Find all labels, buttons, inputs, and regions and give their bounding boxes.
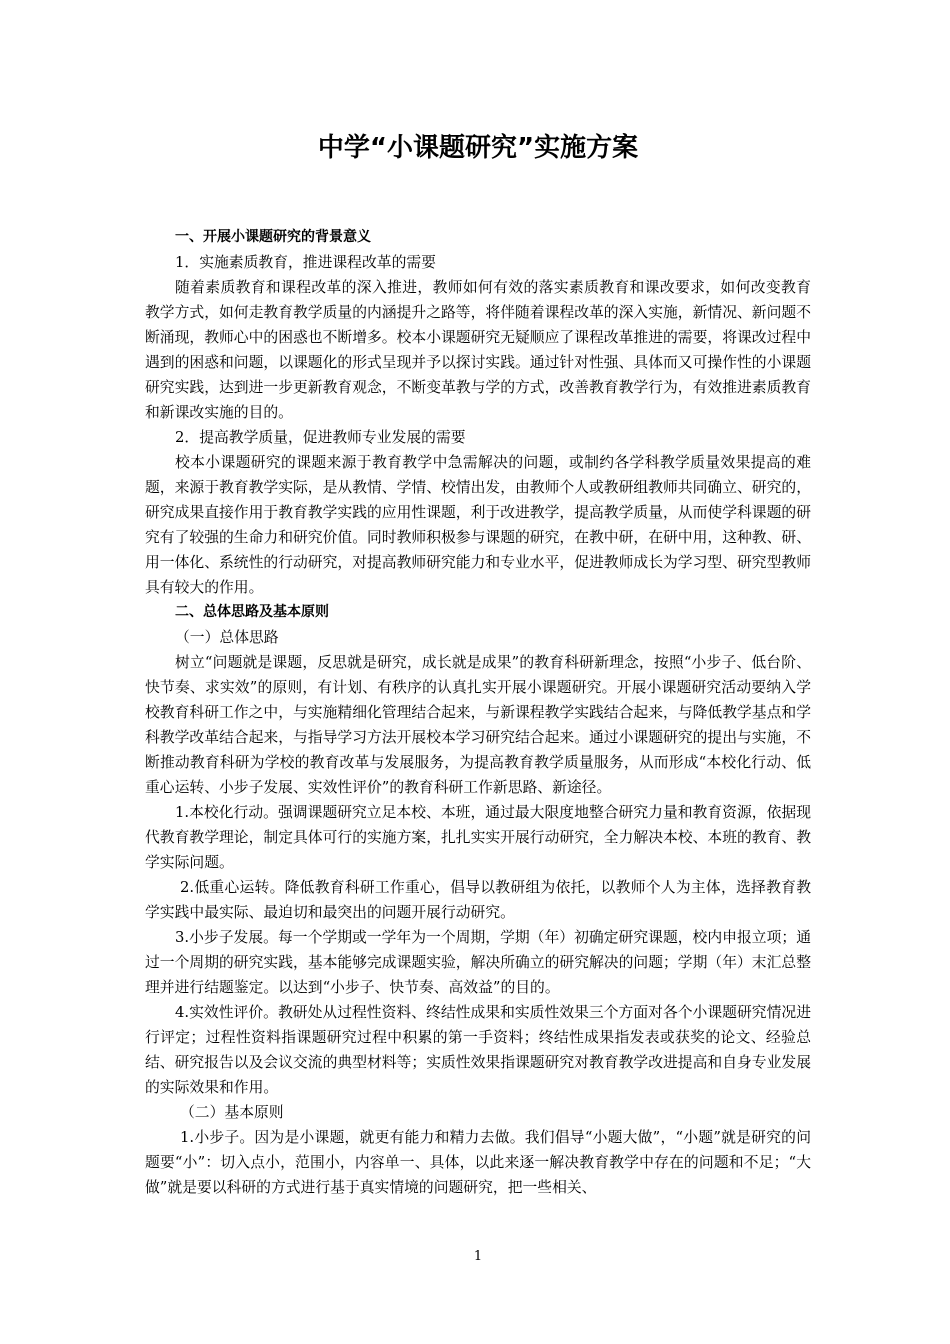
paragraph-1-1: 随着素质教育和课程改革的深入推进，教师如何有效的落实素质教育和课改要求，如何改变教育教学方式，如何走教育教学质量的内涵提升之路等，将伴随着课程改革的深入实施，新情况、新问题不断涌现，教师心中的困惑也不断增多。校本小课题研究无疑顺应了课程改革推进的需要，将课改过程中遇到的困惑和问题，以课题化的形式呈现并予以探讨实践。通过针对性强、具体而又可操作性的小课题研究实践，达到进一步更新教育观念，不断变革教与学的方式，改善教育教学行为，有效推进素质教育和新课改实施的目的。 (145, 279, 811, 421)
subsection-heading-2-1: （一）总体思路 (175, 629, 279, 646)
paragraph-2-1-2: 2.低重心运转。降低教育科研工作重心，倡导以教研组为依托，以教师个人为主体，选择教育教学实践中最实际、最迫切和最突出的问题开展行动研究。 (145, 879, 811, 921)
paragraph-2-1-4: 4.实效性评价。教研处从过程性资料、终结性成果和实质性效果三个方面对各个小课题研究情况进行评定；过程性资料指课题研究过程中积累的第一手资料；终结性成果指发表或获奖的论文、经验总结、研究报告以及会议交流的典型材料等；实质性效果指课题研究对教育教学改进提高和自身专业发展的实际效果和作用。 (145, 1004, 811, 1096)
paragraph-2-1: 树立“问题就是课题，反思就是研究，成长就是成果”的教育科研新理念，按照“小步子、低台阶、快节奏、求实效”的原则，有计划、有秩序的认真扎实开展小课题研究。开展小课题研究活动要纳入学校教育科研工作之中，与实施精细化管理结合起来，与新课程教学实践结合起来，与降低教学基点和学科教学改革结合起来，与指导学习方法开展校本学习研究结合起来。通过小课题研究的提出与实施，不断推动教育科研为学校的教育改革与发展服务，为提高教育教学质量服务，从而形成“本校化行动、低重心运转、小步子发展、实效性评价”的教育科研工作新思路、新途径。 (145, 654, 811, 796)
paragraph-2-2-1: 1.小步子。因为是小课题，就更有能力和精力去做。我们倡导“小题大做”，“小题”就是研究的问题要“小”：切入点小，范围小，内容单一、具体，以此来逐一解决教育教学中存在的问题和不足；“大做”就是要以科研的方式进行基于真实情境的问题研究，把一些相关、 (145, 1129, 811, 1196)
subsection-heading-1-1: 1．实施素质教育，推进课程改革的需要 (175, 254, 436, 271)
section-heading-2: 二、总体思路及基本原则 (175, 604, 329, 620)
document-body (145, 225, 811, 1200)
subsection-heading-2-2: （二）基本原则 (180, 1104, 284, 1121)
document-page (145, 0, 811, 1344)
section-heading-1: 一、开展小课题研究的背景意义 (175, 229, 371, 245)
document-title: 中学“小课题研究”实施方案 (317, 133, 639, 163)
paragraph-2-1-1: 1.本校化行动。强调课题研究立足本校、本班，通过最大限度地整合研究力量和教育资源，依据现代教育教学理论，制定具体可行的实施方案，扎扎实实开展行动研究，全力解决本校、本班的教育、教学实际问题。 (145, 804, 811, 871)
paragraph-1-2: 校本小课题研究的课题来源于教育教学中急需解决的问题，或制约各学科教学质量效果提高的难题，来源于教育教学实际，是从教情、学情、校情出发，由教师个人或教研组教师共同确立、研究的，研究成果直接作用于教育教学实践的应用性课题，利于改进教学，提高教学质量，从而使学科课题的研究有了较强的生命力和研究价值。同时教师积极参与课题的研究，在教中研，在研中用，这种教、研、用一体化、系统性的行动研究，对提高教师研究能力和专业水平，促进教师成长为学习型、研究型教师具有较大的作用。 (145, 454, 811, 596)
paragraph-2-1-3: 3.小步子发展。每一个学期或一学年为一个周期，学期（年）初确定研究课题，校内申报立项；通过一个周期的研究实践，基本能够完成课题实验，解决所确立的研究解决的问题；学期（年）末汇总整理并进行结题鉴定。以达到“小步子、快节奏、高效益”的目的。 (145, 929, 811, 996)
subsection-heading-1-2: 2．提高教学质量，促进教师专业发展的需要 (175, 429, 466, 446)
page-number: 1 (473, 1249, 483, 1264)
